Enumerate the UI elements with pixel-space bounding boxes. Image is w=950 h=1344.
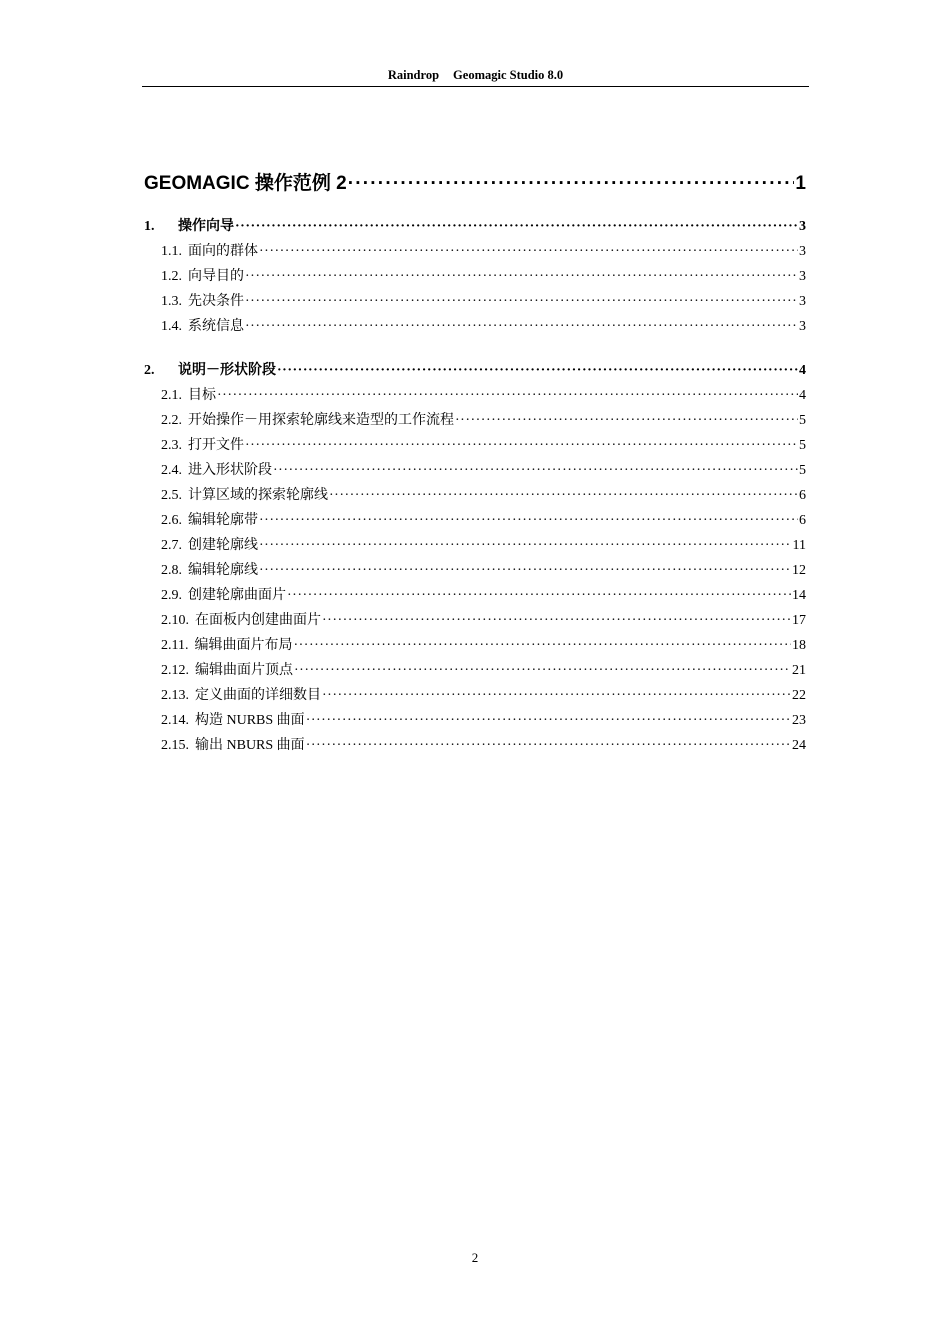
dot-leader bbox=[273, 463, 798, 479]
item-label: 打开文件 bbox=[188, 438, 244, 453]
item-number: 2.10. bbox=[161, 613, 189, 628]
item-label: 编辑曲面片布局 bbox=[194, 638, 293, 653]
item-number: 2.7. bbox=[161, 538, 182, 553]
item-label: 编辑轮廓带 bbox=[188, 513, 258, 528]
section-number: 2. bbox=[144, 363, 155, 378]
item-number: 1.2. bbox=[161, 269, 182, 284]
toc-page-number: 6 bbox=[799, 513, 806, 528]
item-label: 编辑轮廓线 bbox=[188, 563, 258, 578]
toc-page-number: 6 bbox=[799, 488, 806, 503]
dot-leader bbox=[245, 319, 798, 335]
item-number: 2.4. bbox=[161, 463, 182, 478]
item-label: 进入形状阶段 bbox=[188, 463, 272, 478]
toc-page-number: 12 bbox=[792, 563, 806, 578]
dot-leader bbox=[322, 688, 791, 704]
toc-item-1-4[interactable] bbox=[144, 315, 806, 335]
dot-leader bbox=[235, 219, 798, 235]
dot-leader bbox=[277, 363, 798, 379]
toc-page-number: 3 bbox=[799, 219, 806, 234]
item-label: 先决条件 bbox=[188, 294, 244, 309]
toc-item-1-2[interactable] bbox=[144, 265, 806, 285]
item-label: 系统信息 bbox=[188, 319, 244, 334]
toc-page-number: 4 bbox=[799, 363, 806, 378]
item-number: 2.11. bbox=[161, 638, 189, 653]
toc-item-2-7[interactable] bbox=[144, 534, 806, 554]
item-label: 在面板内创建曲面片 bbox=[195, 613, 321, 628]
item-label: 目标 bbox=[188, 388, 216, 403]
item-number: 2.8. bbox=[161, 563, 182, 578]
item-label: 构造 NURBS 曲面 bbox=[195, 713, 305, 728]
item-label: 计算区域的探索轮廓线 bbox=[188, 488, 328, 503]
dot-leader bbox=[217, 388, 798, 404]
toc-item-2-4[interactable] bbox=[144, 459, 806, 479]
toc-item-2-1[interactable] bbox=[144, 384, 806, 404]
toc-page-number: 5 bbox=[799, 438, 806, 453]
toc-page-number: 17 bbox=[792, 613, 806, 628]
section-label: 说明－形状阶段 bbox=[178, 363, 276, 378]
toc-item-2-10[interactable] bbox=[144, 609, 806, 629]
toc-page-number: 1 bbox=[795, 173, 806, 194]
toc-page-number: 3 bbox=[799, 319, 806, 334]
item-number: 2.14. bbox=[161, 713, 189, 728]
dot-leader bbox=[322, 613, 791, 629]
toc-item-2-5[interactable] bbox=[144, 484, 806, 504]
toc-page-number: 23 bbox=[792, 713, 806, 728]
toc-title-row[interactable] bbox=[144, 168, 806, 195]
item-label: 向导目的 bbox=[188, 269, 244, 284]
item-number: 1.1. bbox=[161, 244, 182, 259]
toc-item-2-11[interactable] bbox=[144, 634, 806, 654]
item-label: 面向的群体 bbox=[188, 244, 258, 259]
toc-page-number: 5 bbox=[799, 463, 806, 478]
item-label: 输出 NBURS 曲面 bbox=[195, 738, 305, 753]
toc-page-number: 21 bbox=[792, 663, 806, 678]
header-title: Geomagic Studio 8.0 bbox=[453, 68, 564, 82]
dot-leader bbox=[259, 513, 798, 529]
item-label: 创建轮廓曲面片 bbox=[188, 588, 286, 603]
header-author: Raindrop bbox=[387, 68, 440, 82]
toc-page-number: 3 bbox=[799, 244, 806, 259]
page-header bbox=[142, 68, 809, 87]
dot-leader bbox=[348, 173, 795, 195]
page-number: 2 bbox=[471, 1250, 479, 1265]
toc-item-1-3[interactable] bbox=[144, 290, 806, 310]
toc-item-2-13[interactable] bbox=[144, 684, 806, 704]
toc-item-2-15[interactable] bbox=[144, 734, 806, 754]
item-number: 2.15. bbox=[161, 738, 189, 753]
toc-item-2-12[interactable] bbox=[144, 659, 806, 679]
section-number: 1. bbox=[144, 219, 155, 234]
toc-item-2-3[interactable] bbox=[144, 434, 806, 454]
dot-leader bbox=[287, 588, 791, 604]
dot-leader bbox=[245, 438, 798, 454]
dot-leader bbox=[455, 413, 798, 429]
dot-leader bbox=[259, 538, 792, 554]
toc-page-number: 24 bbox=[792, 738, 806, 753]
item-number: 2.1. bbox=[161, 388, 182, 403]
item-number: 2.3. bbox=[161, 438, 182, 453]
item-number: 2.13. bbox=[161, 688, 189, 703]
toc-page-number: 3 bbox=[799, 269, 806, 284]
toc-page-number: 5 bbox=[799, 413, 806, 428]
item-label: 创建轮廓线 bbox=[188, 538, 258, 553]
item-number: 1.3. bbox=[161, 294, 182, 309]
toc-item-2-14[interactable] bbox=[144, 709, 806, 729]
toc-page-number: 18 bbox=[792, 638, 806, 653]
toc-item-2-9[interactable] bbox=[144, 584, 806, 604]
dot-leader bbox=[245, 269, 798, 285]
item-label: 编辑曲面片顶点 bbox=[195, 663, 293, 678]
toc-section-2[interactable] bbox=[144, 359, 806, 379]
toc-item-2-8[interactable] bbox=[144, 559, 806, 579]
toc-page-number: 4 bbox=[799, 388, 806, 403]
item-number: 2.9. bbox=[161, 588, 182, 603]
toc-page-number: 11 bbox=[792, 538, 806, 553]
item-label: 开始操作－用探索轮廓线来造型的工作流程 bbox=[188, 413, 454, 428]
item-number: 2.6. bbox=[161, 513, 182, 528]
toc-page-number: 14 bbox=[792, 588, 806, 603]
dot-leader bbox=[293, 638, 791, 654]
dot-leader bbox=[245, 294, 798, 310]
dot-leader bbox=[294, 663, 791, 679]
item-label: 定义曲面的详细数目 bbox=[195, 688, 321, 703]
toc-item-1-1[interactable] bbox=[144, 240, 806, 260]
dot-leader bbox=[259, 563, 791, 579]
toc-section-1[interactable] bbox=[144, 215, 806, 235]
toc-page-number: 22 bbox=[792, 688, 806, 703]
toc-title: GEOMAGIC 操作范例 2 bbox=[144, 173, 347, 194]
item-number: 2.5. bbox=[161, 488, 182, 503]
toc-page-number: 3 bbox=[799, 294, 806, 309]
dot-leader bbox=[306, 713, 791, 729]
toc-item-2-6[interactable] bbox=[144, 509, 806, 529]
dot-leader bbox=[306, 738, 791, 754]
item-number: 1.4. bbox=[161, 319, 182, 334]
toc-item-2-2[interactable] bbox=[144, 409, 806, 429]
item-number: 2.12. bbox=[161, 663, 189, 678]
dot-leader bbox=[329, 488, 798, 504]
item-number: 2.2. bbox=[161, 413, 182, 428]
section-label: 操作向导 bbox=[178, 219, 234, 234]
dot-leader bbox=[259, 244, 798, 260]
